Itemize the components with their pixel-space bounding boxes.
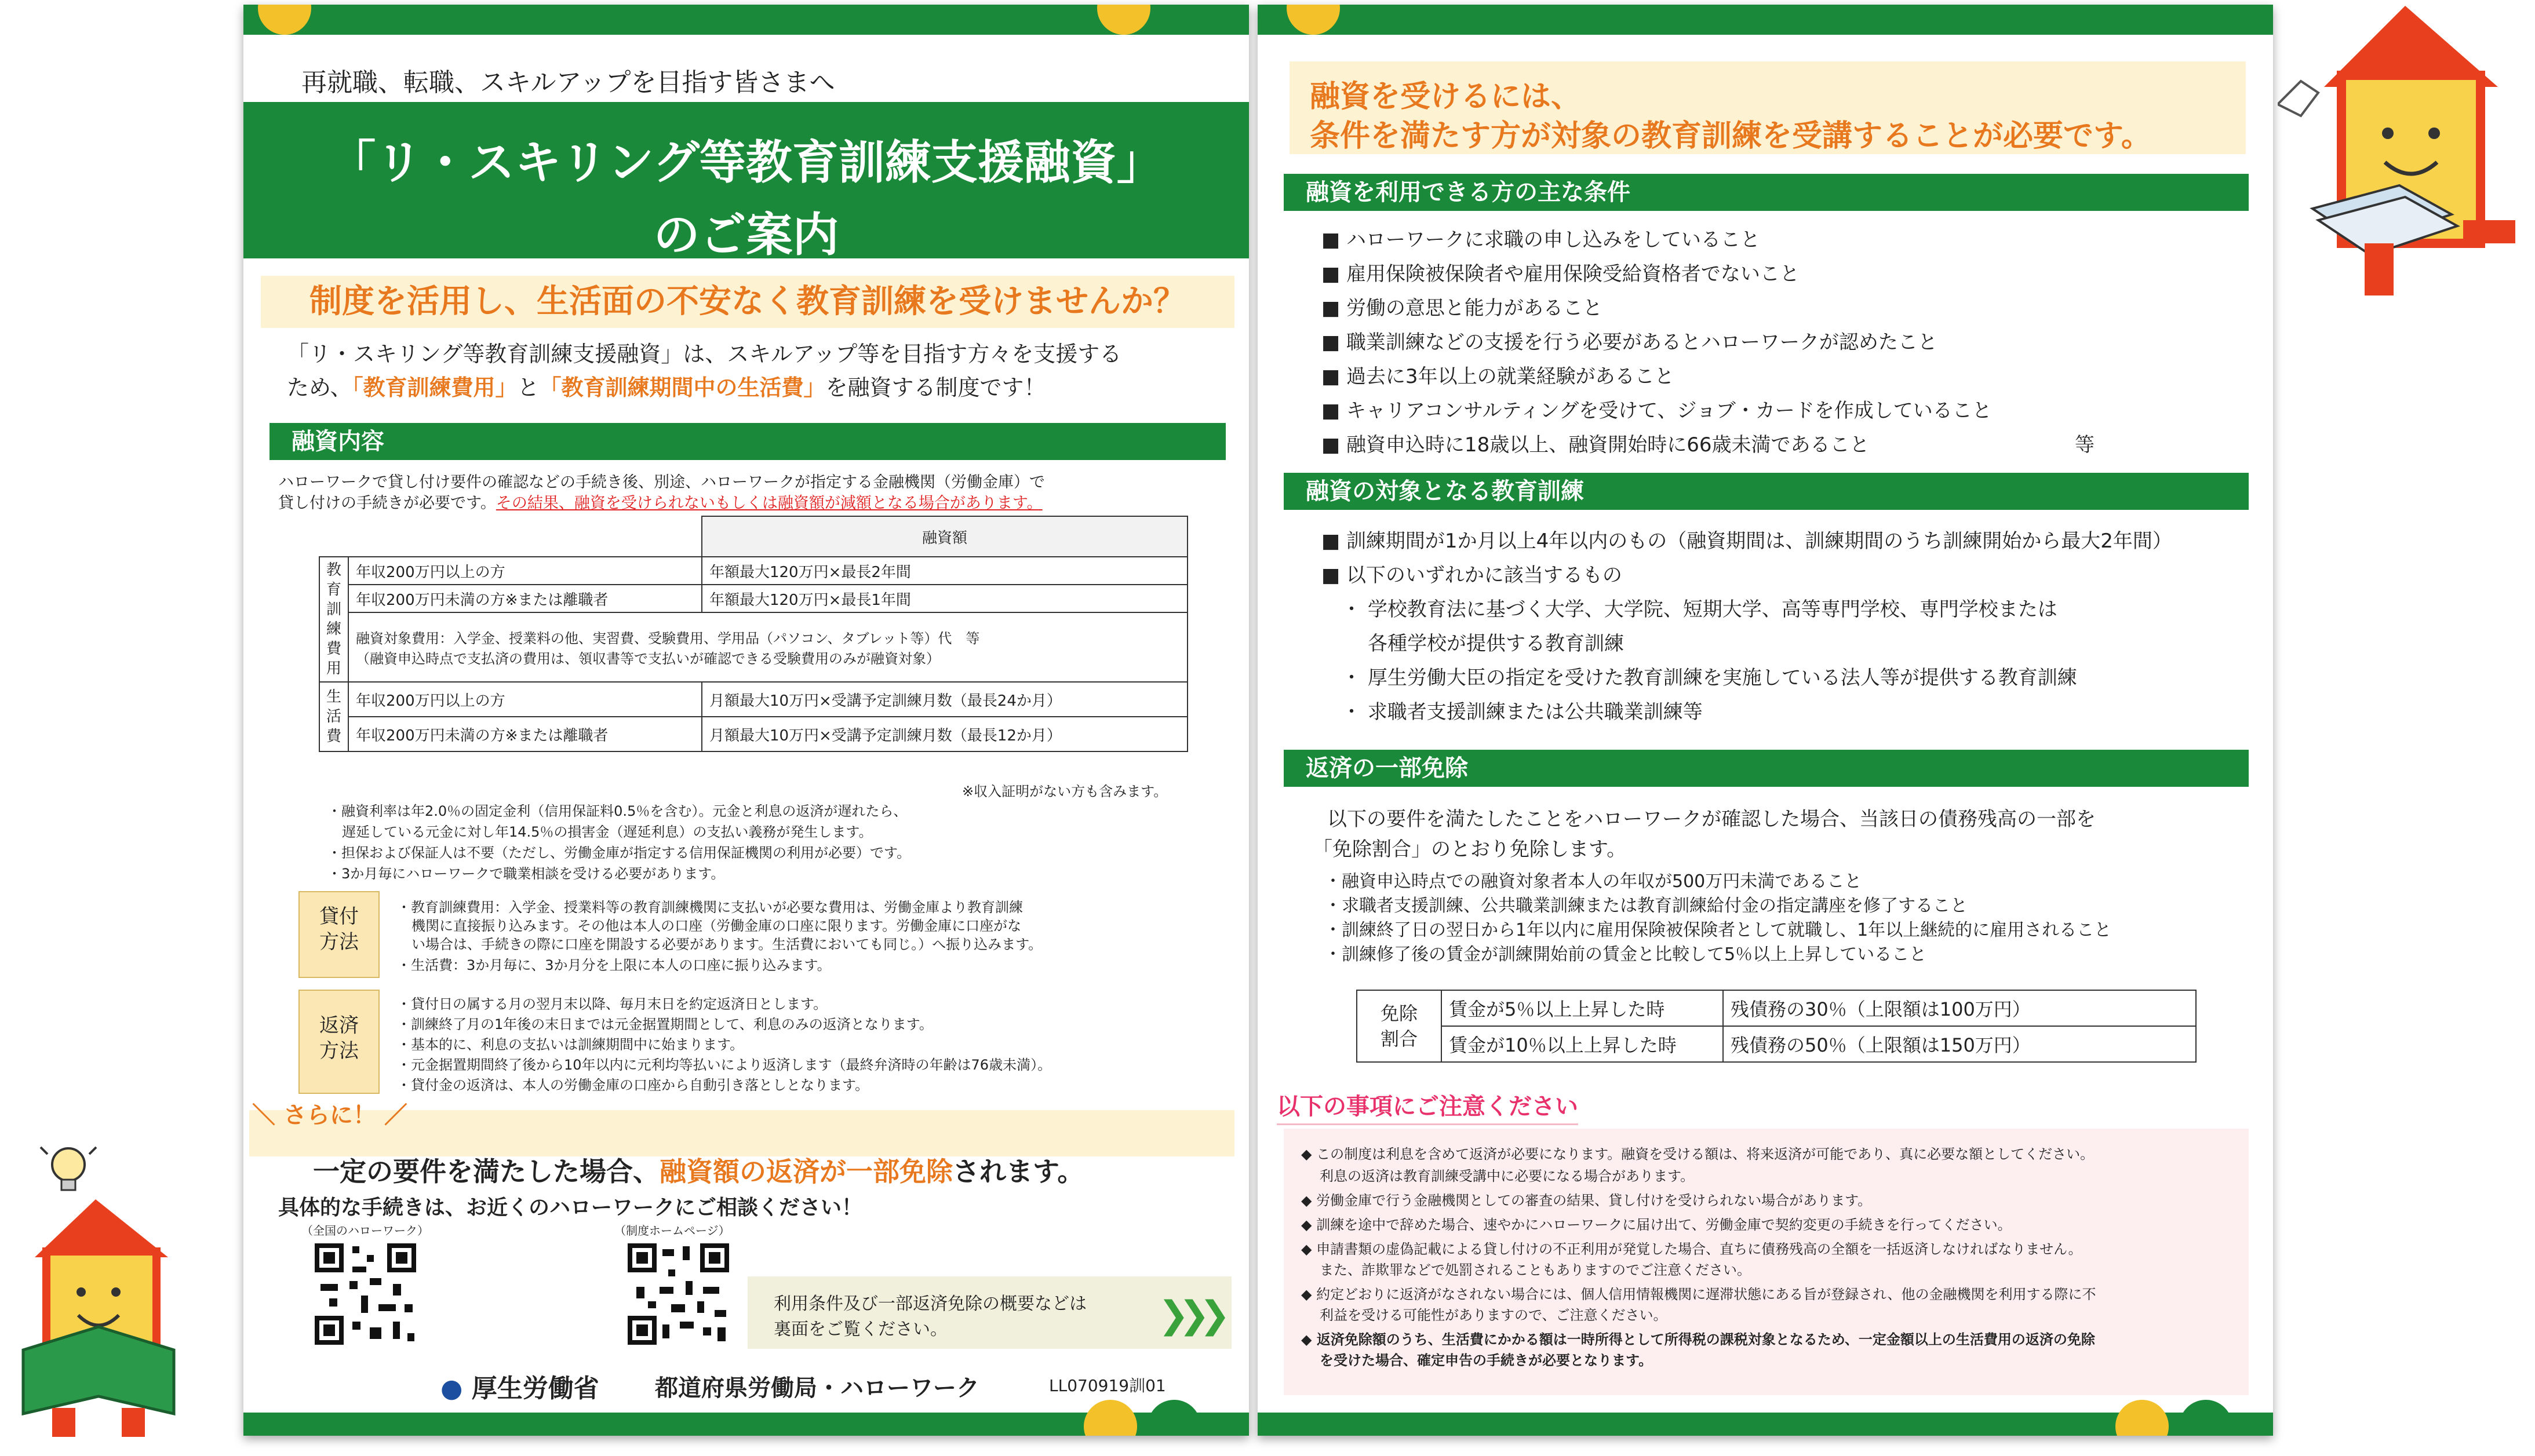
- lend-item: ・生活費：3か月毎に、3か月分を上限に本人の口座に振り込みます。: [397, 957, 831, 973]
- footer-code: LL070919訓01: [1049, 1376, 1166, 1395]
- table-row: 年収200万円未満の方※または離職者: [348, 585, 702, 612]
- condition-item: ■ 融資申込時に18歳以上、融資開始時に66歳未満であること: [1321, 429, 1869, 457]
- training-subitem: ・ 求職者支援訓練または公共職業訓練等: [1342, 700, 1703, 724]
- notice-item: ◆ この制度は利息を含めて返済が必要になります。融資を受ける額は、将来返済が可能であり、真に必要な額としてください。: [1301, 1146, 2095, 1162]
- repay-label: 返済 方法: [298, 990, 380, 1094]
- back-page: [1258, 5, 2273, 1436]
- requirement-band: [1290, 61, 2246, 154]
- exemption-row: 残債務の30％（上限額は100万円）: [1723, 990, 2196, 1026]
- deco-circle: [1148, 1400, 1201, 1436]
- table-row-target: 融資対象費用：入学金、授業料の他、実習費、受験費用、学用品（パソコン、タブレット等）代 等 （融資申込時点で支払済の費用は、領収書等で支払いが確認できる受験費用のみが融資対象）: [348, 612, 1188, 682]
- back-note1: 利用条件及び一部返済免除の概要などは: [774, 1294, 1087, 1314]
- notice-item: また、詐欺罪などで処罰されることもありますのでご注意ください。: [1320, 1262, 1751, 1278]
- loan-desc2: 貸し付けの手続きが必要です。その結果、融資を受けられないもしくは融資額が減額となる場合があります。: [278, 494, 1043, 512]
- bullet: ・担保および保証人は不要（ただし、労働金庫が指定する信用保証機関の利用が必要）です。: [327, 845, 911, 861]
- qr1-label: （全国のハローワーク）: [301, 1224, 429, 1238]
- qr2-label: （制度ホームページ）: [614, 1224, 730, 1238]
- exemption-table: [1356, 990, 2197, 1063]
- title-line2: のご案内: [653, 208, 839, 262]
- lightbulb-icon: [41, 1147, 96, 1190]
- condition-item: ■ キャリアコンサルティングを受けて、ジョブ・カードを作成していること: [1321, 395, 1992, 423]
- table-row: 月額最大10万円×受講予定訓練月数（最長24か月）: [702, 682, 1188, 717]
- condition-item: ■ 職業訓練などの支援を行う必要があるとハローワークが認めたこと: [1321, 326, 1937, 355]
- table-row: 年収200万円以上の方: [348, 557, 702, 585]
- footer-local: 都道府県労働局・ハローワーク: [655, 1375, 979, 1402]
- notice-item: ◆ 訓練を途中で辞めた場合、速やかにハローワークに届け出て、労働金庫で契約変更の手続きを行ってください。: [1301, 1217, 2012, 1233]
- lend-item: 機関に直接振り込みます。その他は本人の口座（労働金庫の口座に限ります。労働金庫に口座がな: [411, 918, 1022, 934]
- loan-desc1: ハローワークで貸し付け要件の確認などの手続き後、別途、ハローワークが指定する金融機関（労働金庫）で: [278, 473, 1045, 491]
- requirement-line1: 融資を受けるには、: [1310, 79, 1582, 114]
- training-subitem: ・ 厚生労働大臣の指定を受けた教育訓練を実施している法人等が提供する教育訓練: [1342, 666, 2077, 689]
- condition-item: ■ ハローワークに求職の申し込みをしていること: [1321, 224, 1760, 252]
- section-training-header: 融資の対象となる教育訓練: [1284, 473, 2249, 510]
- notice-item: ◆ 約定どおりに返済がなされない場合には、個人信用情報機関に遅滞状態にある旨が登録され、他の金融機関を利用する際に不: [1301, 1286, 2096, 1302]
- notice-item: ◆ 返済免除額のうち、生活費にかかる額は一時所得として所得税の課税対象となるため、一定金額以上の生活費用の返済の免除: [1301, 1331, 2095, 1348]
- lend-item: い場合は、手続きの際に口座を開設する必要があります。生活費においても同じ。）へ振り込みます。: [411, 936, 1043, 953]
- table-row: 年収200万円以上の方: [348, 682, 702, 717]
- qr-code-homepage[interactable]: [625, 1240, 732, 1348]
- repay-item: ・基本的に、利息の支払いは訓練期間中に始まります。: [397, 1037, 744, 1053]
- bullet: 遅延している元金に対し年14.5％の損害金（遅延利息）の支払い義務が発生します。: [342, 824, 873, 840]
- exemption-item: ・訓練終了日の翌日から1年以内に雇用保険被保険者として就職し、1年以上継続的に雇用されること: [1324, 920, 2112, 940]
- headline: 制度を活用し、生活面の不安なく教育訓練を受けませんか？: [309, 283, 1186, 320]
- requirement-line2: 条件を満たす方が対象の教育訓練を受講することが必要です。: [1310, 119, 2151, 154]
- condition-item: ■ 過去に3年以上の就業経験があること: [1321, 360, 1674, 389]
- training-subitem: 各種学校が提供する教育訓練: [1368, 632, 1624, 655]
- deco-circle: [1084, 1400, 1137, 1436]
- table-row: 年収200万円未満の方※または離職者: [348, 717, 702, 751]
- subtitle: 再就職、転職、スキルアップを目指す皆さまへ: [301, 68, 835, 97]
- exemption-desc2: 「免除割合」のとおり免除します。: [1313, 838, 1627, 861]
- exemption-item: ・訓練修了後の賃金が訓練開始前の賃金と比較して5％以上上昇していること: [1324, 944, 1927, 965]
- repay-item: ・貸付金の返済は、本人の労働金庫の口座から自動引き落としとなります。: [397, 1077, 869, 1093]
- exemption-row: 賃金が5％以上上昇した時: [1441, 990, 1723, 1026]
- table-header: 融資額: [702, 516, 1188, 557]
- sarani-label: ＼ さらに！ ／: [252, 1102, 407, 1129]
- top-green-bar: [1258, 5, 2273, 35]
- chevron-right-icon: ❯❯❯: [1158, 1294, 1220, 1337]
- etc-label: 等: [2075, 433, 2095, 457]
- notice-item: 利益を受ける可能性がありますので、ご注意ください。: [1320, 1307, 1667, 1323]
- exemption-row: 残債務の50％（上限額は150万円）: [1723, 1026, 2196, 1062]
- notice-title: 以下の事項にご注意ください: [1277, 1088, 1578, 1125]
- qr-code-hellowork[interactable]: [312, 1240, 419, 1348]
- table-row: 年額最大120万円×最長1年間: [702, 585, 1188, 612]
- condition-item: ■ 雇用保険被保険者や雇用保険受給資格者でないこと: [1321, 258, 1800, 286]
- title-line1: 「リ・スキリング等教育訓練支援融資」: [329, 136, 1163, 189]
- condition-item: ■ 労働の意思と能力があること: [1321, 292, 1602, 320]
- footer-ministry: ● 厚生労働省: [440, 1374, 599, 1403]
- exemption-row: 賃金が10％以上上昇した時: [1441, 1026, 1723, 1062]
- table-row: 月額最大10万円×受講予定訓練月数（最長12か月）: [702, 717, 1188, 751]
- intro-line2: ため、「教育訓練費用」と「教育訓練期間中の生活費」を融資する制度です！: [287, 375, 1046, 400]
- back-note2: 裏面をご覧ください。: [774, 1319, 948, 1340]
- exempt-text: 一定の要件を満たした場合、融資額の返済が一部免除されます。: [313, 1156, 1084, 1187]
- headline-band: [261, 276, 1234, 328]
- notice-box: [1284, 1129, 2249, 1395]
- deco-circle: [2179, 1400, 2232, 1436]
- lend-item: ・教育訓練費用：入学金、授業料等の教育訓練機関に支払いが必要な費用は、労働金庫より教育訓練: [397, 899, 1023, 915]
- section-conditions-header: 融資を利用できる方の主な条件: [1284, 174, 2249, 211]
- exemption-item: ・融資申込時点での融資対象者本人の年収が500万円未満であること: [1324, 871, 1862, 892]
- section-loan-header: 融資内容: [269, 423, 1226, 460]
- notice-item: を受けた場合、確定申告の手続きが必要となります。: [1320, 1352, 1653, 1369]
- consult-text: 具体的な手続きは、お近くのハローワークにご相談ください！: [278, 1196, 863, 1220]
- exemption-item: ・求職者支援訓練、公共職業訓練または教育訓練給付金の指定講座を修了すること: [1324, 896, 1968, 916]
- section-exemption-header: 返済の一部免除: [1284, 750, 2249, 787]
- table-row: 年額最大120万円×最長2年間: [702, 557, 1188, 585]
- bullet: ・融資利率は年2.0％の固定金利（信用保証料0.5％を含む）。元金と利息の返済が遅れたら、: [327, 803, 908, 819]
- exemption-desc1: 以下の要件を満たしたことをハローワークが確認した場合、当該日の債務残高の一部を: [1327, 808, 2096, 831]
- back-note-box: [748, 1276, 1232, 1349]
- mascot-with-papers: [2278, 0, 2535, 324]
- title-banner: [243, 102, 1249, 262]
- training-item: ■ 以下のいずれかに該当するもの: [1321, 559, 1622, 587]
- repay-item: ・訓練終了月の1年後の末日までは元金据置期間として、利息のみの返済となります。: [397, 1016, 933, 1032]
- mascot-reading-book: [0, 1136, 191, 1443]
- deco-circle: [2115, 1400, 2169, 1436]
- table-note: ※収入証明がない方も含みます。: [962, 783, 1168, 800]
- bullet: ・3か月毎にハローワークで職業相談を受ける必要があります。: [327, 866, 725, 882]
- repay-item: ・元金据置期間終了後から10年以内に元利均等払いにより返済します（最終弁済時の年齢は76歳未満）。: [397, 1057, 1052, 1073]
- lend-label: 貸付 方法: [298, 891, 380, 978]
- ministry-logo-icon: ●: [440, 1374, 463, 1403]
- loan-table: [319, 516, 1188, 752]
- training-item: ■ 訓練期間が1か月以上4年以内のもの（融資期間は、訓練期間のうち訓練開始から最大2年間）: [1321, 525, 2172, 553]
- notice-item: ◆ 労働金庫で行う金融機関としての審査の結果、貸し付けを受けられない場合があります。: [1301, 1192, 1872, 1209]
- front-page: [243, 5, 1249, 1436]
- group-edu-cost: 教 育 訓 練 費 用: [319, 557, 348, 682]
- repay-item: ・貸付日の属する月の翌月末以降、毎月末日を約定返済日とします。: [397, 996, 828, 1012]
- group-living: 生 活 費: [319, 682, 348, 751]
- intro-line1: 「リ・スキリング等教育訓練支援融資」は、スキルアップ等を目指す方々を支援する: [287, 341, 1122, 367]
- notice-item: 利息の返済は教育訓練受講中に必要になる場合があります。: [1320, 1168, 1695, 1184]
- exemption-rate-label: 免除 割合: [1357, 990, 1441, 1062]
- notice-item: ◆ 申請書類の虚偽記載による貸し付けの不正利用が発覚した場合、直ちに債務残高の全額を一括返済しなければなりません。: [1301, 1241, 2082, 1257]
- training-subitem: ・ 学校教育法に基づく大学、大学院、短期大学、高等専門学校、専門学校または: [1342, 598, 2057, 621]
